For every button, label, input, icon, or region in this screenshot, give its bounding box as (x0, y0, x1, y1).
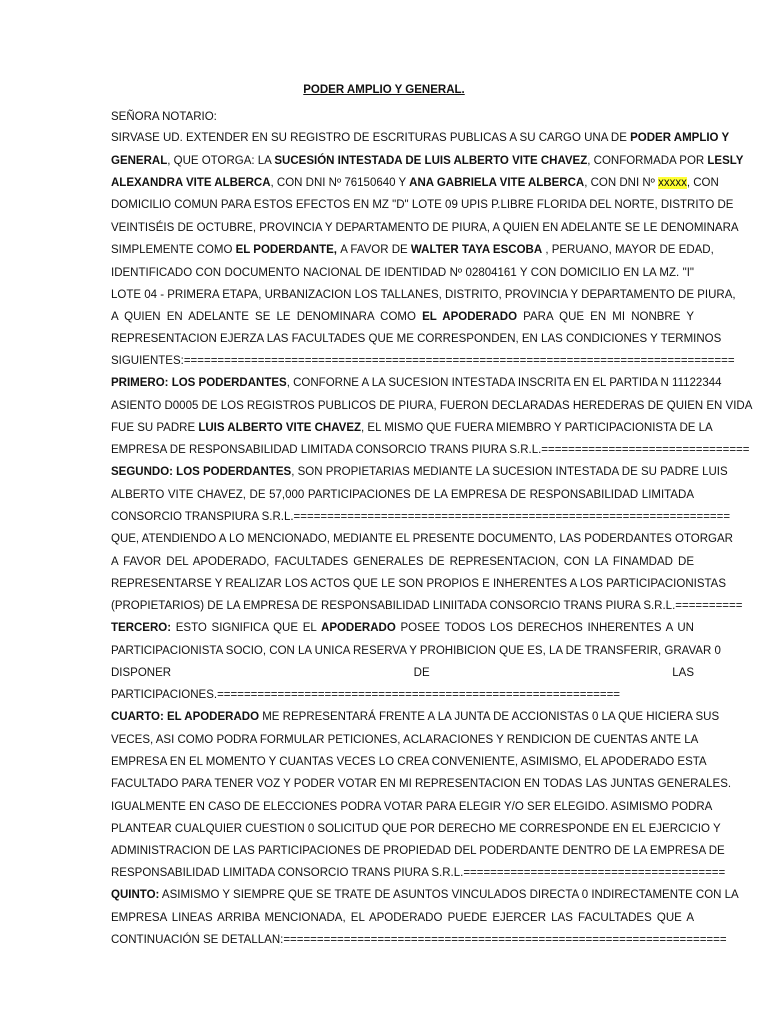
clause-primero: PRIMERO: LOS PODERDANTES, CONFORNE A LA SUCESION INTESTADA INSCRITA EN EL PARTIDA N 11122344 (111, 377, 722, 389)
salutation: SEÑORA NOTARIO: (111, 111, 217, 123)
paragraph-line: SIGUIENTES:================================================================================== (111, 355, 735, 367)
paragraph-line: DOMICILIO COMUN PARA ESTOS EFECTOS EN MZ "D" LOTE 09 UPIS P.LIBRE FLORIDA DEL NORTE, DISTRITO DE (111, 199, 734, 211)
paragraph-line: DISPONER DE LAS (111, 667, 694, 679)
clause-cuarto: CUARTO: EL APODERADO ME REPRESENTARÁ FRENTE A LA JUNTA DE ACCIONISTAS 0 LA QUE HICIERA SUS (111, 711, 720, 723)
paragraph-line: PARTICIPACIONISTA SOCIO, CON LA UNICA RESERVA Y PROHIBICION QUE ES, LA DE TRANSFERIR, GRAVAR 0 (111, 645, 721, 657)
paragraph-line: (PROPIETARIOS) DE LA EMPRESA DE RESPONSABILIDAD LINIITADA CONSORCIO TRANS PIURA S.R.L.========== (111, 600, 743, 612)
clause-tercero: TERCERO: ESTO SIGNIFICA QUE EL APODERADO POSEE TODOS LOS DERECHOS INHERENTES A UN (111, 622, 694, 634)
paragraph-line: CONTINUACIÓN SE DETALLAN:================================================================== (111, 934, 727, 946)
paragraph-line: FUE SU PADRE LUIS ALBERTO VITE CHAVEZ, EL MISMO QUE FUERA MIEMBRO Y PARTICIPACIONISTA DE LA (111, 422, 713, 434)
paragraph-line: GENERAL, QUE OTORGA: LA SUCESIÓN INTESTADA DE LUIS ALBERTO VITE CHAVEZ, CONFORMADA POR LESLY (111, 155, 744, 167)
paragraph-line: SIMPLEMENTE COMO EL PODERDANTE, A FAVOR DE WALTER TAYA ESCOBA , PERUANO, MAYOR DE EDAD, (111, 244, 714, 256)
paragraph-line: FACULTADO PARA TENER VOZ Y PODER VOTAR EN MI REPRESENTACION EN TODAS LAS JUNTAS GENERALES. (111, 778, 732, 790)
paragraph-line: VEINTISÉIS DE OCTUBRE, PROVINCIA Y DEPARTAMENTO DE PIURA, A QUIEN EN ADELANTE SE LE DENOMINARA (111, 222, 739, 234)
paragraph-line: IGUALMENTE EN CASO DE ELECCIONES PODRA VOTAR PARA ELEGIR Y/O SER ELEGIDO. ASIMISMO PODRA (111, 801, 713, 813)
paragraph-line: ALEXANDRA VITE ALBERCA, CON DNI Nº 76150640 Y ANA GABRIELA VITE ALBERCA, CON DNI Nº xxxxx, CON (111, 177, 719, 189)
paragraph-line: VECES, ASI COMO PODRA FORMULAR PETICIONES, ACLARACIONES Y RENDICION DE CUENTAS ANTE LA (111, 734, 699, 746)
paragraph-line: REPRESENTARSE Y REALIZAR LOS ACTOS QUE LE SON PROPIOS E INHERENTES A LOS PARTICIPACIONISTAS (111, 578, 726, 590)
paragraph-line: PARTICIPACIONES.============================================================ (111, 689, 621, 701)
paragraph-line: A QUIEN EN ADELANTE SE LE DENOMINARA COMO EL APODERADO PARA QUE EN MI NONBRE Y (111, 311, 694, 323)
paragraph-line: A FAVOR DEL APODERADO, FACULTADES GENERALES DE REPRESENTACION, CON LA FINAMDAD DE (111, 556, 694, 568)
paragraph-line: EMPRESA LINEAS ARRIBA MENCIONADA, EL APODERADO PUEDE EJERCER LAS FACULTADES QUE A (111, 912, 694, 924)
paragraph-line: ADMINISTRACION DE LAS PARTICIPACIONES DE PROPIEDAD DEL PODERDANTE DENTRO DE LA EMPRESA DE (111, 845, 725, 857)
paragraph-line: EMPRESA EN EL MOMENTO Y CUANTAS VECES LO CREA CONVENIENTE, ASIMISMO, EL APODERADO ESTA (111, 756, 707, 768)
paragraph-line: RESPONSABILIDAD LIMITADA CONSORCIO TRANS PIURA S.R.L.======================================= (111, 867, 726, 879)
highlighted-dni: xxxxx (658, 177, 687, 189)
clause-quinto: QUINTO: ASIMISMO Y SIEMPRE QUE SE TRATE DE ASUNTOS VINCULADOS DIRECTA 0 INDIRECTAMENTE CON LA (111, 889, 739, 901)
paragraph-line: ALBERTO VITE CHAVEZ, DE 57,000 PARTICIPACIONES DE LA EMPRESA DE RESPONSABILIDAD LIMITADA (111, 489, 694, 501)
paragraph-line: ASIENTO D0005 DE LOS REGISTROS PUBLICOS DE PIURA, FUERON DECLARADAS HEREDERAS DE QUIEN EN VIDA (111, 400, 753, 412)
paragraph-line: IDENTIFICADO CON DOCUMENTO NACIONAL DE IDENTIDAD Nº 02804161 Y CON DOMICILIO EN LA MZ. "I" (111, 267, 694, 279)
paragraph-line: REPRESENTACION EJERZA LAS FACULTADES QUE ME CORRESPONDEN, EN LAS CONDICIONES Y TERMINOS (111, 333, 722, 345)
paragraph-line: QUE, ATENDIENDO A LO MENCIONADO, MEDIANTE EL PRESENTE DOCUMENTO, LAS PODERDANTES OTORGAR (111, 533, 733, 545)
paragraph-line: SIRVASE UD. EXTENDER EN SU REGISTRO DE ESCRITURAS PUBLICAS A SU CARGO UNA DE PODER AMPLIO Y (111, 132, 730, 144)
paragraph-line: EMPRESA DE RESPONSABILIDAD LIMITADA CONSORCIO TRANS PIURA S.R.L.=============================== (111, 444, 750, 456)
paragraph-line: LOTE 04 - PRIMERA ETAPA, URBANIZACION LOS TALLANES, DISTRITO, PROVINCIA Y DEPARTAMENTO DE PIURA, (111, 289, 736, 301)
paragraph-line: PLANTEAR CUALQUIER CUESTION 0 SOLICITUD QUE POR DERECHO ME CORRESPONDE EN EL EJERCICIO Y (111, 823, 721, 835)
document-title: PODER AMPLIO Y GENERAL. (303, 84, 465, 96)
clause-segundo: SEGUNDO: LOS PODERDANTES, SON PROPIETARIAS MEDIANTE LA SUCESION INTESTADA DE SU PADRE LUIS (111, 466, 728, 478)
paragraph-line: CONSORCIO TRANSPIURA S.R.L.================================================================= (111, 511, 731, 523)
